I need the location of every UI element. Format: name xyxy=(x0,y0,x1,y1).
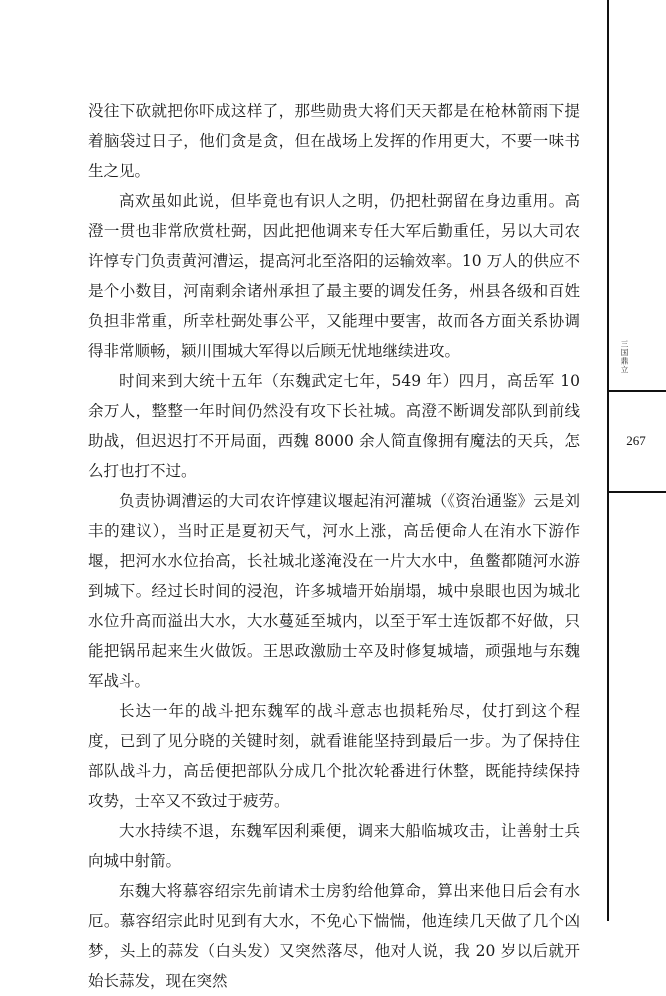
paragraph-1: 没往下砍就把你吓成这样了，那些勋贵大将们天天都是在枪林箭雨下提着脑袋过日子，他们贪是贪，但在战场上发挥的作用更大，不要一味书生之见。 xyxy=(88,102,580,180)
paragraph-7: 东魏大将慕容绍宗先前请术士房豹给他算命，算出来他日后会有水厄。慕容绍宗此时见到有大水，不免心下惴惴，他连续几天做了几个凶梦，头上的蒜发（白头发）又突然落尽，他对人说，我 20 岁以后就开始长蒜发，现在突然 xyxy=(88,882,580,990)
running-title: 三国鼎立 xyxy=(620,340,629,374)
paragraph-6: 大水持续不退，东魏军因利乘便，调来大船临城攻击，让善射士兵向城中射箭。 xyxy=(88,822,580,870)
margin-rule-top xyxy=(607,390,666,392)
paragraph-4: 负责协调漕运的大司农许惇建议堰起洧河灌城（《资治通鉴》云是刘丰的建议），当时正是夏初天气，河水上涨，高岳便命人在洧水下游作堰，把河水水位抬高，长社城北遂淹没在一片大水中，鱼鳖都随河水游到城下。经过长时间的浸泡，许多城墙开始崩塌，城中泉眼也因为城北水位升高而溢出大水，大水蔓延至城内，以至于军士连饭都不好做，只能把锅吊起来生火做饭。王思政激励士卒及时修复城墙，顽强地与东魏军战斗。 xyxy=(88,492,580,690)
page-number: 267 xyxy=(626,433,646,448)
paragraph-3: 时间来到大统十五年（东魏武定七年，549 年）四月，高岳军 10 余万人，整整一年时间仍然没有攻下长社城。高澄不断调发部队到前线助战，但迟迟打不开局面，西魏 8000 余人简直像拥有魔法的天兵，怎么打也打不过。 xyxy=(88,372,580,480)
paragraph-2: 高欢虽如此说，但毕竟也有识人之明，仍把杜弼留在身边重用。高澄一贯也非常欣赏杜弼，因此把他调来专任大军后勤重任，另以大司农许惇专门负责黄河漕运，提高河北至洛阳的运输效率。10 万人的供应不是个小数目，河南剩余诸州承担了最主要的调发任务，州县各级和百姓负担非常重，所幸杜弼处事公平，又能理中要害，故而各方面关系协调得非常顺畅，颍川围城大军得以后顾无忧地继续进攻。 xyxy=(88,192,580,360)
paragraph-5: 长达一年的战斗把东魏军的战斗意志也损耗殆尽，仗打到这个程度，已到了见分晓的关键时刻，就看谁能坚持到最后一步。为了保持住部队战斗力，高岳便把部队分成几个批次轮番进行休整，既能持续保持攻势，士卒又不致过于疲劳。 xyxy=(88,702,580,810)
margin-rule-bottom xyxy=(607,491,666,493)
body-text xyxy=(88,96,580,996)
margin-vertical-rule xyxy=(607,0,609,921)
